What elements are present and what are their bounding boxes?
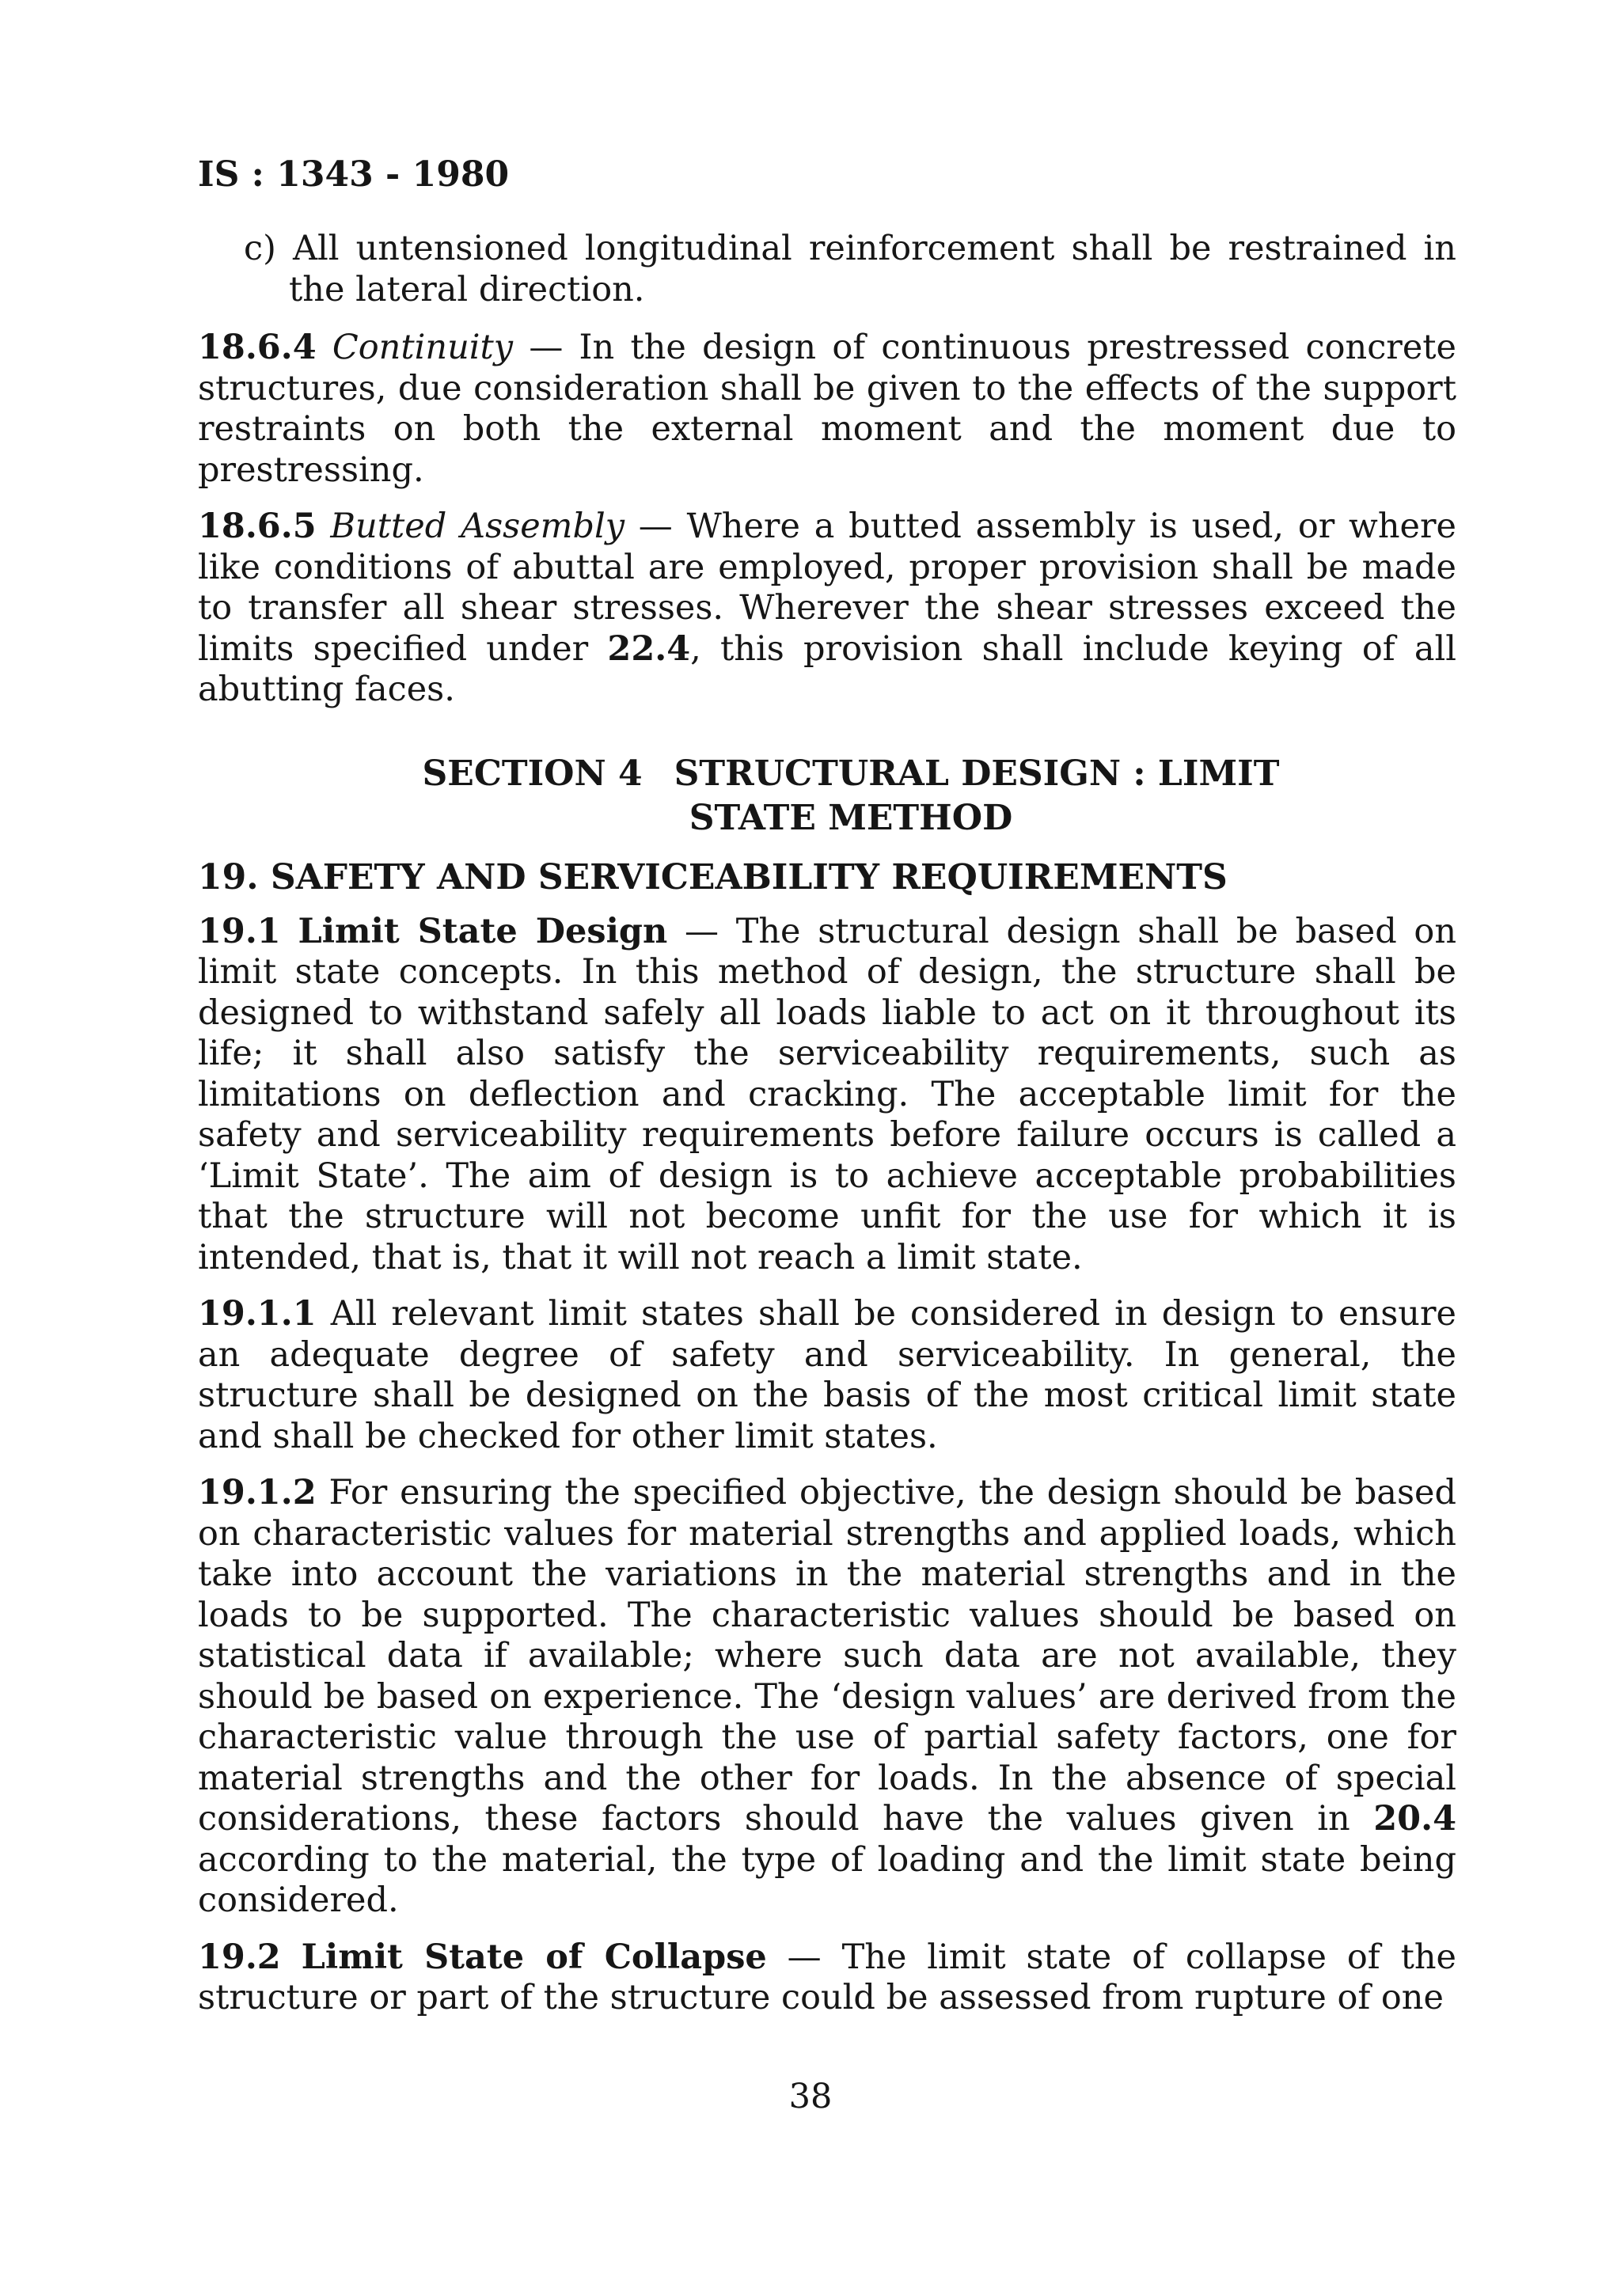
clause-text-continued: according to the material, the type of loading and the limit state being considered. (198, 1839, 1456, 1920)
clause-text: The structural design shall be based on limit state concepts. In this method of design, the structure shall be designed to withstand safely all loads liable to act on it throughout its life; it shall also satisfy the serviceability requirements, such as limitations on deflection and cracking. The acceptable limit for the safety and serviceability requirements before failure occurs is called a ‘Limit State’. The aim of design is to achieve acceptable probabilities that the structure will not become unfit for the use for which it is intended, that is, that it will not reach a limit state. (198, 911, 1457, 1277)
clause-19-2 (198, 1937, 1456, 2019)
clause-number: 19.1.2 (198, 1473, 317, 1512)
clause-dash: — (624, 507, 687, 546)
section-title-line-2: STATE METHOD (689, 797, 1013, 838)
clause-title: Limit State Design (298, 911, 668, 951)
clause-reference: 22.4 (607, 628, 691, 669)
running-head: IS : 1343 - 1980 (198, 154, 510, 195)
clause-19-1-1 (198, 1294, 1456, 1457)
clause-text: For ensuring the specified objective, the design should be based on characteristic values for material strengths and applied loads, which take into account the variations in the material strengths and in the loads to be supported. The characteristic values should be based on statistical data if available; where such data are not available, they should be based on experience. The ‘design values’ are derived from the characteristic value through the use of partial safety factors, one for material strengths and the other for loads. In the absence of special considerations, these factors should have the values given in (198, 1473, 1456, 1839)
list-item-c (198, 229, 1456, 310)
clause-number: 19.1 (198, 911, 281, 951)
clause-text: Where a butted assembly is used, or where like conditions of abuttal are employed, proper provision shall be made to transfer all shear stresses. Wherever the shear stresses exceed the limits specified under (198, 507, 1456, 669)
clause-text: All relevant limit states shall be considered in design to ensure an adequate degree of safety and serviceability. In general, the structure shall be designed on the basis of the most critical limit state and shall be checked for other limit states. (198, 1294, 1457, 1456)
list-marker: c) (244, 229, 276, 268)
page-number: 38 (788, 2077, 833, 2116)
clause-dash: — (513, 328, 579, 367)
clause-text: The limit state of collapse of the structure or part of the structure could be assessed from rupture of one (198, 1937, 1457, 2017)
clause-number: 19.1.1 (198, 1294, 317, 1334)
clause-reference: 20.4 (1373, 1799, 1456, 1839)
clause-number: 19.2 (198, 1937, 281, 1977)
clause-title: Limit State of Collapse (301, 1937, 767, 1977)
clause-text: In the design of continuous prestressed concrete structures, due consideration shall be given to the effects of the support restraints on both the external moment and the moment due to prestressing. (198, 328, 1457, 490)
section-heading-line-1 (245, 752, 1456, 796)
clause-text-continued: , this provision shall include keying of all abutting faces. (198, 628, 1456, 709)
clause-dash: — (766, 1937, 842, 1977)
list-item-text: All untensioned longitudinal reinforcement shall be restrained in the lateral direction. (289, 229, 1457, 309)
clause-19-1-2 (198, 1473, 1456, 1922)
clause-dash: — (667, 911, 736, 951)
clause-19-heading: 19. SAFETY AND SERVICEABILITY REQUIREMENTS (198, 856, 1228, 898)
clause-18-6-4 (198, 328, 1456, 491)
section-label: SECTION 4 (422, 753, 643, 794)
clause-19-1 (198, 912, 1456, 1279)
clause-title: Continuity (332, 328, 514, 367)
section-title-line-1: STRUCTURAL DESIGN : LIMIT (674, 753, 1280, 794)
clause-title: Butted Assembly (330, 507, 625, 546)
clause-number: 18.6.4 (198, 328, 317, 367)
section-heading (198, 752, 1456, 841)
document-page (198, 154, 1456, 2035)
clause-number: 18.6.5 (198, 507, 317, 546)
clause-18-6-5 (198, 507, 1456, 711)
